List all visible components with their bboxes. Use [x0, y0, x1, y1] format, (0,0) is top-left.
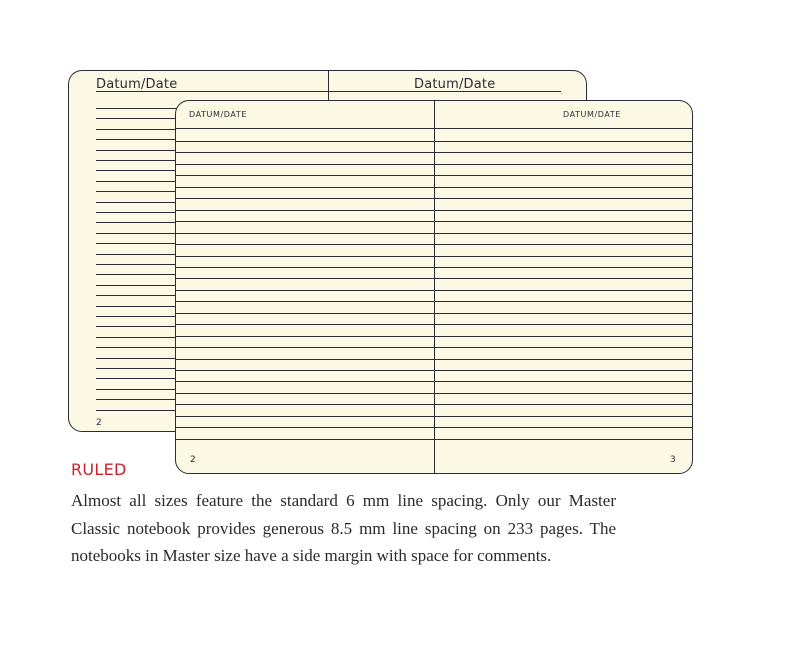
- front-ruled-line: [176, 301, 693, 302]
- back-ruled-line: [96, 150, 186, 151]
- front-ruled-line: [176, 278, 693, 279]
- back-ruled-line: [96, 222, 186, 223]
- front-ruled-line: [176, 324, 693, 325]
- back-ruled-line: [96, 243, 186, 244]
- front-ruled-line: [176, 290, 693, 291]
- front-ruled-line: [176, 256, 693, 257]
- back-ruled-line: [96, 233, 186, 234]
- back-ruled-line: [96, 212, 186, 213]
- front-right-date-header: DATUM/DATE: [563, 110, 622, 119]
- front-header-rule: [176, 128, 693, 129]
- back-left-date-header: Datum/Date: [96, 77, 178, 92]
- front-left-date-header: DATUM/DATE: [189, 110, 248, 119]
- back-ruled-line: [96, 202, 186, 203]
- front-ruled-line: [176, 427, 693, 428]
- back-ruled-line: [96, 108, 186, 109]
- back-ruled-line: [96, 399, 186, 400]
- front-ruled-line: [176, 347, 693, 348]
- back-center-divider: [328, 71, 329, 101]
- back-ruled-line: [96, 181, 186, 182]
- back-ruled-line: [96, 191, 186, 192]
- front-ruled-line: [176, 210, 693, 211]
- back-ruled-line: [96, 285, 186, 286]
- back-header-rule: [96, 91, 561, 92]
- back-right-date-header: Datum/Date: [414, 77, 496, 92]
- back-ruled-line: [96, 368, 186, 369]
- front-ruled-line: [176, 164, 693, 165]
- back-ruled-line: [96, 264, 186, 265]
- back-ruled-line: [96, 160, 186, 161]
- front-ruled-line: [176, 416, 693, 417]
- back-ruled-line: [96, 358, 186, 359]
- front-ruled-line: [176, 221, 693, 222]
- front-center-divider: [434, 101, 435, 474]
- back-ruled-line: [96, 326, 186, 327]
- back-ruled-line: [96, 170, 186, 171]
- back-ruled-line: [96, 316, 186, 317]
- front-ruled-line: [176, 267, 693, 268]
- front-ruled-line: [176, 393, 693, 394]
- section-description: Almost all sizes feature the standard 6 mm line spacing. Only our Master Classic notebook provides generous 8.5 mm line spacing on 233 pages. The notebooks in Master size have a side margin with space for comments.: [71, 491, 616, 565]
- front-ruled-line: [176, 370, 693, 371]
- front-ruled-line: [176, 175, 693, 176]
- front-ruled-line: [176, 141, 693, 142]
- front-ruled-line: [176, 244, 693, 245]
- front-right-page-number: 3: [670, 455, 676, 465]
- front-ruled-line: [176, 336, 693, 337]
- back-ruled-line: [96, 347, 186, 348]
- front-ruled-line: [176, 152, 693, 153]
- back-ruled-line: [96, 295, 186, 296]
- back-ruled-line: [96, 306, 186, 307]
- front-ruled-line: [176, 439, 693, 440]
- front-ruled-line: [176, 187, 693, 188]
- back-ruled-line: [96, 337, 186, 338]
- front-ruled-line: [176, 313, 693, 314]
- back-left-page-number: 2: [96, 418, 102, 428]
- back-ruled-line: [96, 389, 186, 390]
- front-left-page-number: 2: [190, 455, 196, 465]
- back-ruled-line: [96, 254, 186, 255]
- section-heading: RULED: [71, 460, 127, 479]
- front-ruled-line: [176, 198, 693, 199]
- front-ruled-line: [176, 381, 693, 382]
- back-ruled-line: [96, 410, 186, 411]
- front-ruled-line: [176, 404, 693, 405]
- front-ruled-line: [176, 359, 693, 360]
- back-ruled-line: [96, 378, 186, 379]
- front-notebook-spread: [175, 100, 693, 474]
- back-ruled-line: [96, 129, 186, 130]
- back-ruled-line: [96, 274, 186, 275]
- front-ruled-line: [176, 233, 693, 234]
- back-ruled-line: [96, 139, 186, 140]
- back-ruled-line: [96, 118, 186, 119]
